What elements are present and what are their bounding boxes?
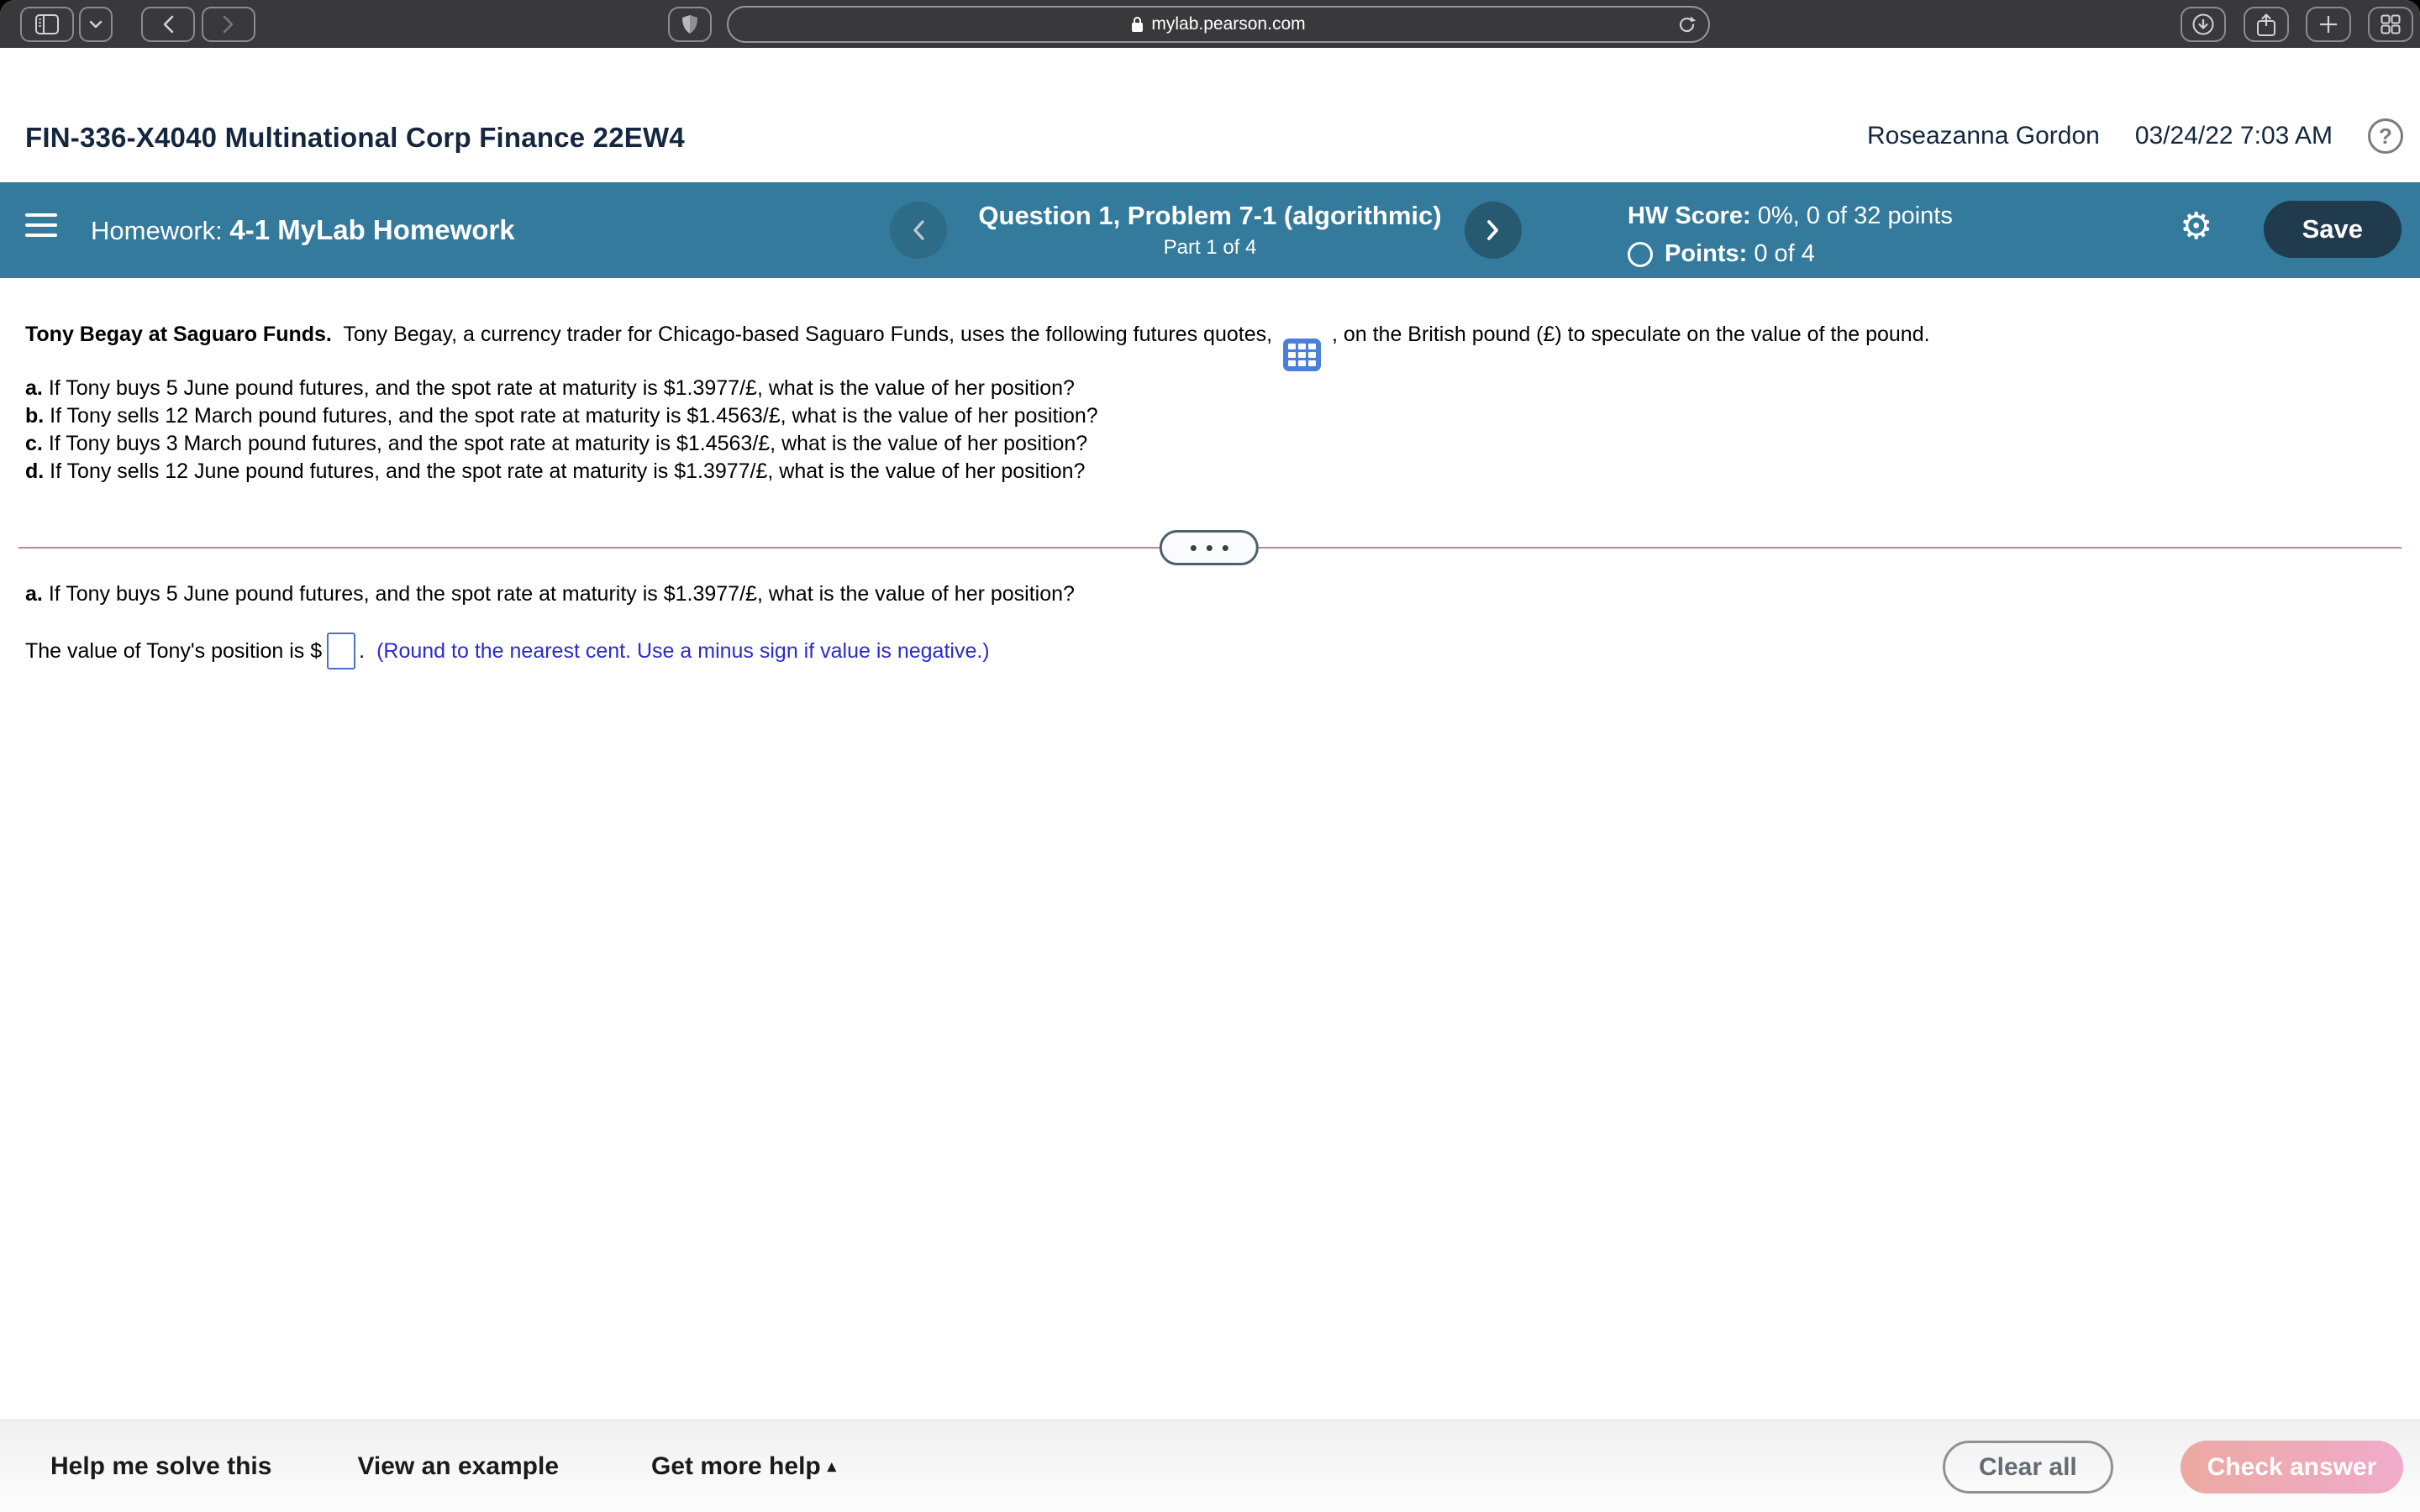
homework-label-name: 4-1 MyLab Homework (229, 214, 515, 245)
caret-up-icon: ▴ (827, 1457, 836, 1476)
question-item-d: d. If Tony sells 12 June pound futures, and the spot rate at maturity is $1.3977/£, what is the value of her position? (25, 459, 1086, 483)
hw-score (1628, 202, 1953, 230)
help-button[interactable] (2368, 118, 2403, 154)
previous-question-button[interactable] (890, 202, 947, 259)
back-button[interactable] (141, 7, 195, 42)
user-name: Roseazanna Gordon (1866, 122, 2100, 150)
points-value: 0 of 4 (1754, 240, 1815, 267)
next-question-button[interactable] (1465, 202, 1522, 259)
problem-intro-text: Tony Begay, a currency trader for Chicago-based Saguaro Funds, uses the following futures quotes, (343, 323, 1273, 346)
tab-grid-icon (2381, 14, 2401, 34)
tab-overview-button[interactable] (2368, 7, 2413, 42)
question-mark-icon: ? (2379, 123, 2392, 149)
problem-content (0, 278, 2420, 1420)
course-title: FIN-336-X4040 Multinational Corp Finance 22EW4 (25, 122, 685, 153)
lock-icon (1131, 16, 1144, 33)
answer-prompt: The value of Tony's position is $ (25, 638, 323, 663)
chevron-down-icon (89, 20, 103, 29)
score-block (1628, 202, 1953, 268)
active-part-label: a. (25, 582, 43, 606)
sidebar-toggle-button[interactable] (20, 7, 74, 42)
clear-all-button[interactable]: Clear all (1943, 1441, 2113, 1494)
question-header (978, 182, 1441, 278)
save-button[interactable]: Save (2264, 201, 2402, 258)
current-datetime: 03/24/22 7:03 AM (2134, 122, 2333, 150)
shield-icon (681, 14, 698, 34)
share-icon (2257, 13, 2275, 36)
reload-icon (1677, 15, 1697, 34)
problem-intro-title: Tony Begay at Saguaro Funds. (25, 323, 332, 346)
answer-line (25, 633, 990, 669)
problem-intro (25, 318, 2294, 371)
gear-icon: ⚙ (2180, 206, 2213, 247)
question-item-b: b. If Tony sells 12 March pound futures, and the spot rate at maturity is $1.4563/£, what is the value of her position? (25, 404, 1098, 428)
share-button[interactable] (2244, 7, 2289, 42)
hamburger-icon (25, 213, 57, 217)
homework-title (91, 214, 515, 246)
footer-toolbar (0, 1420, 2420, 1512)
rounding-hint: (Round to the nearest cent. Use a minus sign if value is negative.) (376, 638, 990, 663)
forward-icon (223, 15, 234, 34)
homework-bar (0, 182, 2420, 278)
browser-toolbar (0, 0, 2420, 48)
download-icon (2192, 13, 2214, 35)
url-text: mylab.pearson.com (1151, 14, 1306, 34)
chevron-right-icon (1486, 219, 1500, 241)
problem-intro-text-cont: , on the British pound (£) to speculate on the value of the pound. (1331, 323, 1930, 346)
forward-button[interactable] (202, 7, 255, 42)
course-header (0, 48, 2420, 182)
view-an-example-link[interactable]: View an example (357, 1452, 560, 1480)
homework-label-prefix: Homework: (91, 216, 223, 245)
back-icon (162, 15, 174, 34)
settings-button[interactable] (2180, 208, 2212, 245)
divider-drag-handle[interactable] (1160, 530, 1259, 565)
question-part: Part 1 of 4 (1163, 236, 1257, 259)
check-answer-button[interactable]: Check answer (2181, 1441, 2403, 1494)
address-bar[interactable] (727, 6, 1710, 43)
plus-icon (2318, 14, 2338, 34)
ellipsis-icon (1190, 545, 1196, 551)
points-status-icon (1628, 242, 1653, 267)
question-item-c: c. If Tony buys 3 March pound futures, and the spot rate at maturity is $1.4563/£, what is the value of her position? (25, 432, 1088, 455)
help-me-solve-this-link[interactable]: Help me solve this (50, 1452, 272, 1480)
question-title: Question 1, Problem 7-1 (algorithmic) (978, 201, 1442, 230)
header-right (1867, 118, 2403, 154)
answer-prompt-period: . (359, 638, 366, 663)
hw-score-value: 0%, 0 of 32 points (1757, 202, 1953, 229)
downloads-button[interactable] (2181, 7, 2226, 42)
sidebar-expand-button[interactable] (79, 7, 113, 42)
question-item-a: a. If Tony buys 5 June pound futures, and the spot rate at maturity is $1.3977/£, what is the value of her position? (25, 376, 1075, 400)
points-line (1628, 240, 1953, 268)
active-part-text: If Tony buys 5 June pound futures, and the spot rate at maturity is $1.3977/£, what is the value of her position? (48, 582, 1075, 606)
question-list (25, 375, 1098, 486)
reload-button[interactable] (1677, 15, 1697, 39)
chevron-left-icon (912, 219, 925, 241)
answer-input[interactable] (327, 633, 355, 669)
futures-quotes-table-icon[interactable] (1283, 339, 1321, 371)
active-part-question (25, 582, 1075, 606)
hw-score-label: HW Score: (1628, 202, 1751, 229)
points-label: Points: (1665, 240, 1748, 267)
menu-button[interactable] (25, 213, 57, 237)
new-tab-button[interactable] (2306, 7, 2351, 42)
privacy-report-button[interactable] (668, 7, 712, 42)
sidebar-icon (35, 14, 59, 34)
get-more-help-link[interactable]: Get more help ▴ (651, 1452, 836, 1480)
